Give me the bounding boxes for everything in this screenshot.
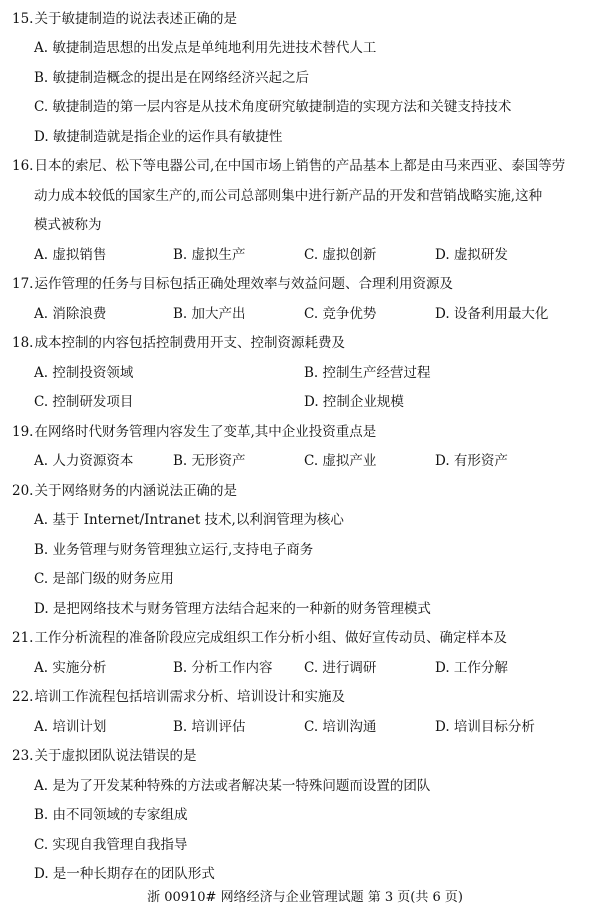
question-16-option-d: D. 虚拟研发 [435, 247, 508, 263]
question-19-option-c: C. 虚拟产业 [304, 453, 377, 469]
question-16-stem-line-3: 模式被称为 [34, 217, 102, 233]
question-23-option-d: D. 是一种长期存在的团队形式 [34, 866, 215, 882]
question-15-option-d: D. 敏捷制造就是指企业的运作具有敏捷性 [34, 129, 283, 145]
question-18-stem: 18.成本控制的内容包括控制费用开支、控制资源耗费及 [12, 335, 345, 351]
question-18-option-d: D. 控制企业规模 [304, 394, 404, 410]
question-17-option-d: D. 设备利用最大化 [435, 306, 549, 322]
question-23-option-a: A. 是为了开发某种特殊的方法或者解决某一特殊问题而设置的团队 [34, 778, 431, 794]
question-23-option-b: B. 由不同领域的专家组成 [34, 807, 188, 823]
question-22-option-a: A. 培训计划 [34, 719, 107, 735]
question-20-option-a: A. 基于 Internet/Intranet 技术,以利润管理为核心 [34, 512, 344, 528]
question-22-option-b: B. 培训评估 [173, 719, 246, 735]
question-21-option-c: C. 进行调研 [304, 660, 377, 676]
question-19-option-b: B. 无形资产 [173, 453, 246, 469]
question-17-option-b: B. 加大产出 [173, 306, 246, 322]
question-22-option-d: D. 培训目标分析 [435, 719, 535, 735]
question-16-option-b: B. 虚拟生产 [173, 247, 246, 263]
question-18-option-c: C. 控制研发项目 [34, 394, 134, 410]
question-20-option-d: D. 是把网络技术与财务管理方法结合起来的一种新的财务管理模式 [34, 601, 431, 617]
question-22-option-c: C. 培训沟通 [304, 719, 377, 735]
question-16-option-a: A. 虚拟销售 [34, 247, 107, 263]
question-20-stem: 20.关于网络财务的内涵说法正确的是 [12, 483, 237, 499]
question-19-option-a: A. 人力资源资本 [34, 453, 134, 469]
question-17-option-a: A. 消除浪费 [34, 306, 107, 322]
question-18-option-b: B. 控制生产经营过程 [304, 365, 431, 381]
question-15-stem: 15.关于敏捷制造的说法表述正确的是 [12, 11, 237, 27]
question-16-stem-line-2: 动力成本较低的国家生产的,而公司总部则集中进行新产品的开发和营销战略实施,这种 [34, 188, 543, 204]
question-21-option-d: D. 工作分解 [435, 660, 508, 676]
question-16-option-c: C. 虚拟创新 [304, 247, 377, 263]
question-17-stem: 17.运作管理的任务与目标包括正确处理效率与效益问题、合理利用资源及 [12, 276, 453, 292]
question-21-stem: 21.工作分析流程的准备阶段应完成组织工作分析小组、做好宣传动员、确定样本及 [12, 630, 507, 646]
question-15-option-b: B. 敏捷制造概念的提出是在网络经济兴起之后 [34, 70, 310, 86]
question-21-option-b: B. 分析工作内容 [173, 660, 273, 676]
question-20-option-b: B. 业务管理与财务管理独立运行,支持电子商务 [34, 542, 314, 558]
question-22-stem: 22.培训工作流程包括培训需求分析、培训设计和实施及 [12, 689, 345, 705]
question-15-option-a: A. 敏捷制造思想的出发点是单纯地利用先进技术替代人工 [34, 40, 377, 56]
question-19-stem: 19.在网络时代财务管理内容发生了变革,其中企业投资重点是 [12, 424, 377, 440]
question-21-option-a: A. 实施分析 [34, 660, 107, 676]
question-16-stem: 16.日本的索尼、松下等电器公司,在中国市场上销售的产品基本上都是由马来西亚、泰国等劳 [12, 158, 566, 174]
question-17-option-c: C. 竞争优势 [304, 306, 377, 322]
question-20-option-c: C. 是部门级的财务应用 [34, 571, 174, 587]
question-23-stem: 23.关于虚拟团队说法错误的是 [12, 748, 197, 764]
question-23-option-c: C. 实现自我管理自我指导 [34, 837, 188, 853]
question-18-option-a: A. 控制投资领域 [34, 365, 134, 381]
page-footer: 浙 00910# 网络经济与企业管理试题 第 3 页(共 6 页) [147, 890, 463, 905]
question-15-option-c: C. 敏捷制造的第一层内容是从技术角度研究敏捷制造的实现方法和关键支持技术 [34, 99, 512, 115]
question-19-option-d: D. 有形资产 [435, 453, 508, 469]
